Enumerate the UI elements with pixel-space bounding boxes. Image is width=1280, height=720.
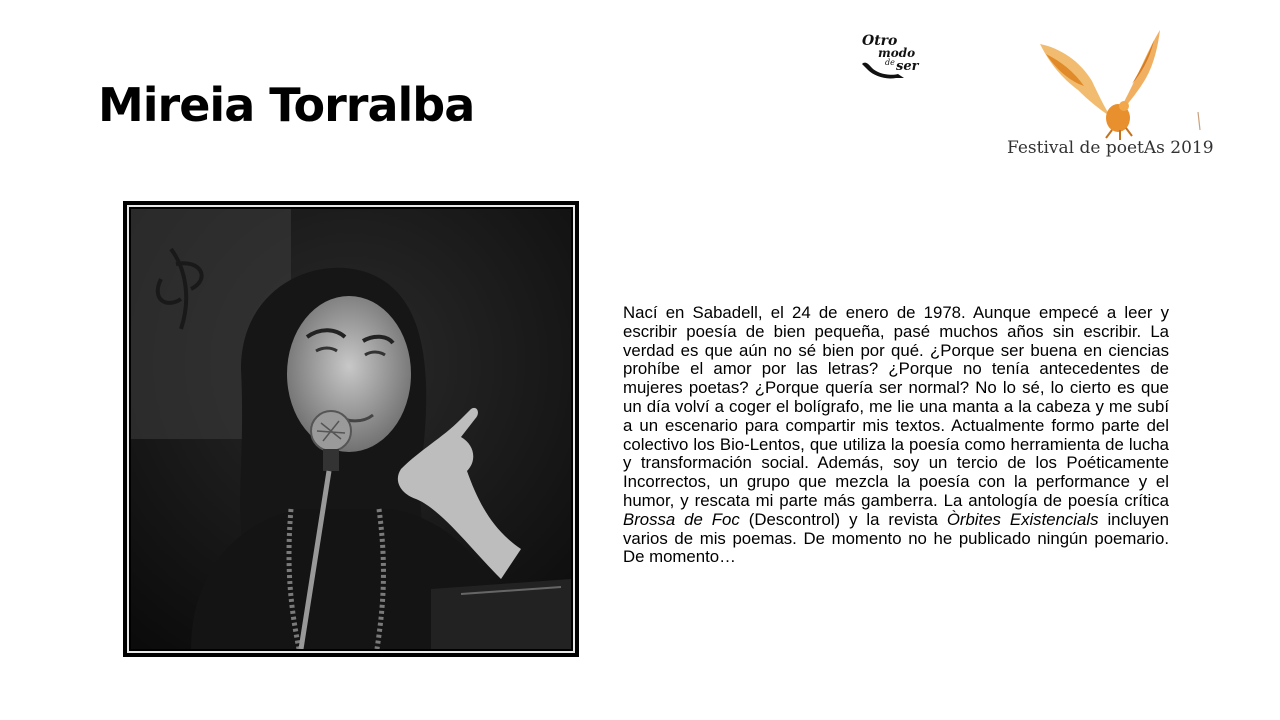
bird-icon: [1040, 30, 1200, 140]
logo-text-otro: Otro: [862, 33, 898, 49]
page-title: Mireia Torralba: [98, 78, 475, 132]
book-title-brossa-de-foc: Brossa de Foc: [623, 509, 740, 529]
biography-text: [623, 304, 1169, 567]
bio-part-2: (Descontrol) y la revista: [739, 509, 947, 529]
bio-part-3: incluyen varios de mis poemas. De momento no he publicado ningún poemario. De momento…: [623, 509, 1170, 567]
portrait-photo: [123, 201, 579, 657]
logo-text-ser: ser: [896, 59, 919, 74]
logo-text-de: de: [885, 58, 895, 67]
bio-part-1: Nací en Sabadell, el 24 de enero de 1978. Aunque empecé a leer y escribir poesía de bien pequeña, pasé muchos años sin escribir. La verdad es que aún no sé bien por qué. ¿Porque ser buena en ciencias prohíbe el amor por las letras? ¿Porque no tenía antecedentes de mujeres poetas? ¿Porque quería ser normal? No lo sé, lo cierto es que un día volví a coger el bolígrafo, me lie una manta a la cabeza y me subí a un escenario para compartir mis textos. Actualmente formo parte del colectivo los Bio-Lentos, que utiliza la poesía como herramienta de lucha y transformación social. Además, soy un tercio de los Poéticamente Incorrectos, un grupo que mezcla la poesía con la performance y el humor, y rescata mi parte más gamberra. La antología de poesía crítica: [623, 303, 1169, 510]
otro-modo-de-ser-logo: [858, 30, 924, 82]
festival-name: Festival de poetAs 2019: [1007, 138, 1214, 158]
photo-border: [127, 205, 575, 653]
logo-text-modo: modo: [878, 46, 916, 60]
magazine-title-orbites-existencials: Òrbites Existencials: [946, 509, 1099, 529]
